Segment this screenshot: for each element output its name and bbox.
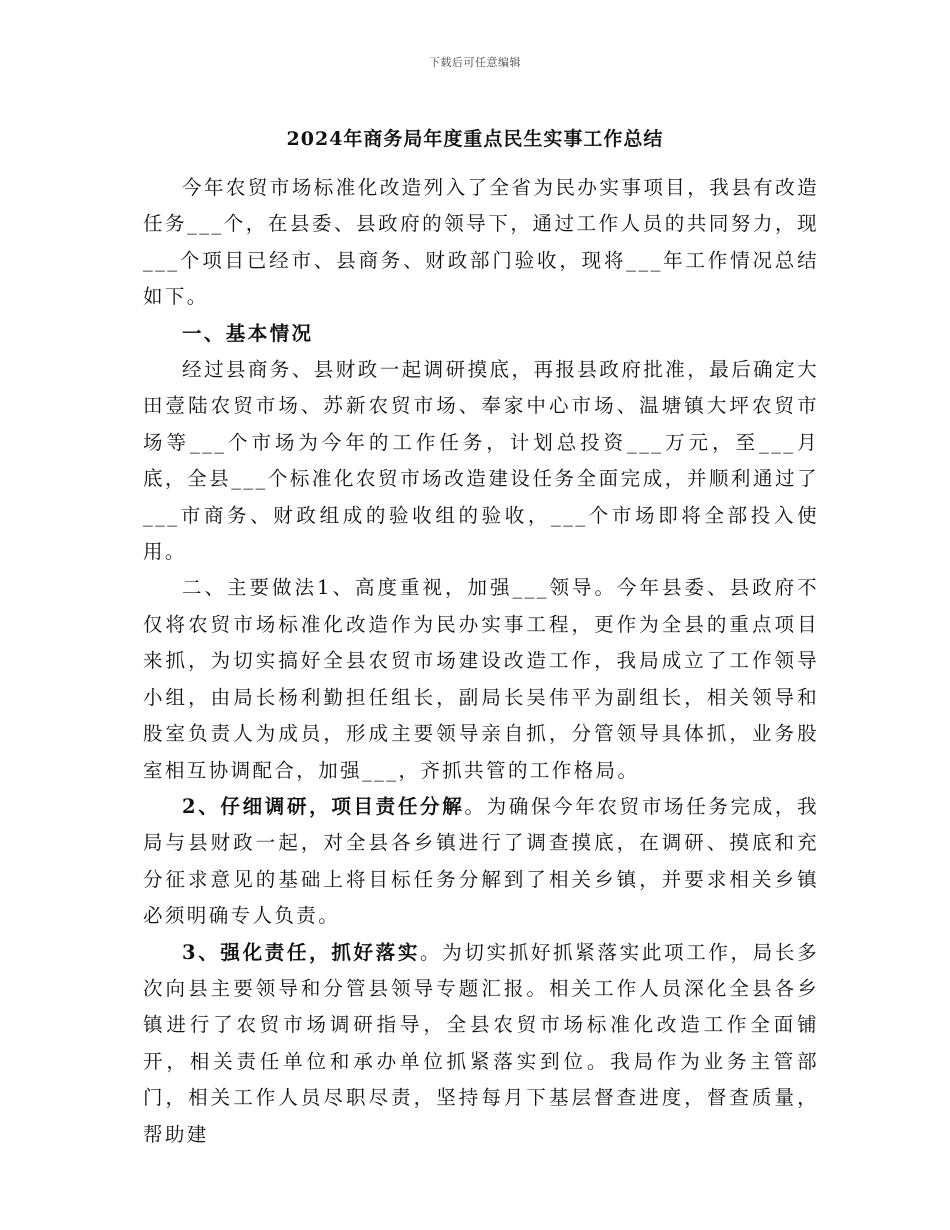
paragraph-responsibility-lead: 3、强化责任，抓好落实 [182, 940, 421, 964]
paragraph-responsibility-text: 。为切实抓好抓紧落实此项工作，局长多次向县主要领导和分管县领导专题汇报。相关工作人员深化全县各乡镇进行了农贸市场调研指导，全县农贸市场标准化改造工作全面铺开，相关责任单位和承办单位抓紧落实到位。我局作为业务主管部门，相关工作人员尽职尽责，坚持每月下基层督查进度，督查质量，帮助建 [143, 940, 819, 1146]
paragraph-research-text: 。为确保今年农贸市场任务完成，我局与县财政一起，对全县各乡镇进行了调查摸底，在调研、摸底和充分征求意见的基础上将目标任务分解到了相关乡镇，并要求相关乡镇必须明确专人负责。 [143, 794, 819, 928]
paragraph-research-lead: 2、仔细调研，项目责任分解 [182, 794, 465, 818]
document-title: 2024年商务局年度重点民生实事工作总结 [286, 128, 664, 150]
paragraph-intro: 今年农贸市场标准化改造列入了全省为民办实事项目，我县有改造任务___个，在县委、县政府的领导下，通过工作人员的共同努力，现___个项目已经市、县商务、财政部门验收，现将___年工作情况总结如下。 [143, 176, 819, 309]
paragraph-main-practices: 二、主要做法1、高度重视，加强___领导。今年县委、县政府不仅将农贸市场标准化改造作为民办实事工程，更作为全县的重点项目来抓，为切实搞好全县农贸市场建设改造工作，我局成立了工作领导小组，由局长杨利勤担任组长，副局长吴伟平为副组长，相关领导和股室负责人为成员，形成主要领导亲自抓，分管领导具体抓，业务股室相互协调配合，加强___，齐抓共管的工作格局。 [143, 576, 819, 782]
paragraph-responsibility [143, 935, 819, 1153]
section-heading-basic: 一、基本情况 [182, 321, 314, 345]
document-body [143, 170, 819, 1153]
header-note: 下载后可任意编辑 [429, 56, 521, 69]
paragraph-basic-situation: 经过县商务、县财政一起调研摸底，再报县政府批准，最后确定大田壹陆农贸市场、苏新农贸市场、奉家中心市场、温塘镇大坪农贸市场等___个市场为今年的工作任务，计划总投资___万元，至___月底，全县___个标准化农贸市场改造建设任务全面完成，并顺利通过了___市商务、财政组成的验收组的验收，___个市场即将全部投入使用。 [143, 358, 819, 564]
paragraph-research [143, 789, 819, 935]
